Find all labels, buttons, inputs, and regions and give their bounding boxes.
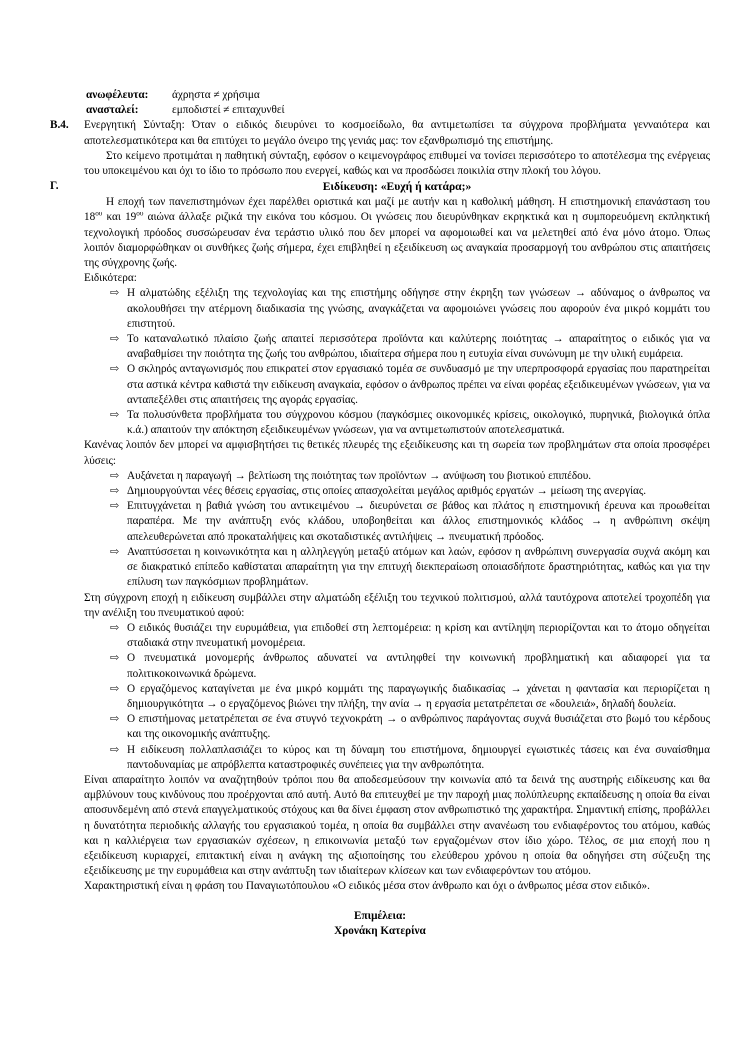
bullet-list-group-3 — [84, 621, 710, 773]
list-item-text: Αναπτύσσεται η κοινωνικότητα και η αλληλεγγύη μεταξύ ατόμων και λαών, εφόσον η ανθρώπινη συνεργασία συχνά ακόμη και σε διακρατικό επίπεδο καθίσταται απαραίτητη για την επιτυχή διεκπεραίωση οποιασδήποτε δραστηριότητας, καθώς και για την επίλυση των παγκόσμιων προβλημάτων. — [127, 545, 710, 589]
list-item-text: Η ειδίκευση πολλαπλασιάζει το κύρος και τη δύναμη του επιστήμονα, δημιουργεί εγωιστικές τάσεις και ένα συναίσθημα παντοδυναμίας με απρόβλεπτα καταστροφικές συνέπειες για την ανθρωπότητα. — [127, 743, 710, 771]
arrow-bullet-icon: ⇨ — [110, 469, 120, 482]
section-b4 — [50, 118, 710, 179]
section-gamma — [50, 179, 710, 894]
list-item-text: Ο ειδικός θυσιάζει την ευρυμάθεια, για επιδοθεί στη λεπτομέρεια: η κρίση και αντίληψη περιορίζονται και το άτομο οδηγείται σταδιακά στην πνευματική μονομέρεια. — [127, 621, 710, 650]
arrow-bullet-icon: ⇨ — [110, 682, 120, 695]
list-item — [110, 499, 710, 545]
list-item-text: Η αλματώδης εξέλιξη της τεχνολογίας και της επιστήμης οδήγησε στην έκρηξη των γνώσεων → αδύναμος ο άνθρωπος να ακολουθήσει την ατέρμονη διαδικασία της γνώσης, αναγκάζεται να αφομοιώνει γνώσεις που αφορούν ένα μικρό κομμάτι του επιστητού. — [127, 287, 710, 330]
list-item-text: Ο επιστήμονας μετατρέπεται σε ένα στυγνό τεχνοκράτη → ο ανθρώπινος παράγοντας συχνά θυσιάζεται στο βωμό του κέρδους και της οικονομικής ανάπτυξης. — [127, 713, 710, 741]
list-item — [110, 712, 710, 742]
list-item-text: Δημιουργούνται νέες θέσεις εργασίας, στις οποίες απασχολείται μεγάλος αριθμός εργατών → μείωση της ανεργίας. — [127, 485, 647, 498]
list-item — [110, 682, 710, 712]
section-gamma-body — [84, 179, 710, 894]
arrow-bullet-icon: ⇨ — [110, 485, 120, 498]
list-item — [110, 545, 710, 591]
section-gamma-intro: Η εποχή των πανεπιστημόνων έχει παρέλθει οριστικά και μαζί με αυτήν και η καθολική μάθηση. Η επιστημονική επανάσταση του $18^{o\upsilon}$ και $19^{o\upsilon}$ αιώνα άλλαξε ριζικά την εικόνα του κόσμου. Οι γνώσεις που διευρύνθηκαν εκρηκτικά και η συμπορευόμενη εκπληκτική τεχνολογική πρόοδος συσσώρευσαν ένα τεράστιο υλικό που δεν μπορεί να αφομοιωθεί και να μελετηθεί από ένα μόνο άτομο. Όπως λοιπόν διαμορφώθηκαν οι συνθήκες ζωής σήμερα, έχει επιβληθεί η εξειδίκευση ως αναγκαία προσαρμογή του ανθρώπου στις απαιτήσεις της σύγχρονης ζωής. — [84, 196, 710, 270]
list-item-text: Το καταναλωτικό πλαίσιο ζωής απαιτεί περισσότερα προϊόντα και καλύτερης ποιότητας → απαραίτητος ο ειδικός για να αναβαθμίσει την ποιότητα της ζωής του ανθρώπου, ιδιαίτερα σήμερα που η ευτυχία είναι συνώνυμη με την υλική ευμάρεια. — [127, 333, 710, 361]
bullet-list-group-1 — [84, 286, 710, 438]
list-item-text: Ο σκληρός ανταγωνισμός που επικρατεί στον εργασιακό τομέα σε συνδυασμό με την υπερπροσφορά εργασίας που παρατηρείται στα αστικά κέντρα καθιστά την ειδίκευση αναγκαία, εφόσον ο άνθρωπος πρέπει να είναι φορέας εξειδικευμένων γνώσεων, για να ανταπεξέλθει στις απαιτήσεις της αγοράς εργασίας. — [127, 363, 710, 406]
list-item-text: Επιτυγχάνεται η βαθιά γνώση του αντικειμένου → διευρύνεται σε βάθος και πλάτος η επιστημονική έρευνα και προωθείται παραπέρα. Με την ανάπτυξη ενός κλάδου, υποβοηθείται και άλλος επιστημονικός κλάδος → η ανθρώπινη σκέψη απελευθερώνεται από προκαταλήψεις και σκοταδιστικές αντιλήψεις → πνευματική πρόοδος. — [127, 500, 710, 543]
list-item — [110, 332, 710, 362]
section-b4-marker: B.4. — [50, 119, 69, 132]
document-content — [50, 88, 710, 940]
list-item-text: Αυξάνεται η παραγωγή → βελτίωση της ποιότητας των προϊόντων → ανύψωση του βιοτικού επιπέδου. — [127, 469, 592, 482]
vocabulary-gloss: εμποδιστεί ≠ επιταχυνθεί — [172, 104, 285, 117]
list-item — [110, 469, 710, 484]
arrow-bullet-icon: ⇨ — [110, 500, 120, 513]
vocabulary-term: ανωφέλευτα: — [86, 89, 149, 101]
section-gamma-bridge-2: Στη σύγχρονη εποχή η ειδίκευση συμβάλλει στην αλματώδη εξέλιξη του τεχνικού πολιτισμού, αλλά ταυτόχρονα αποτελεί τροχοπέδη για την ανέλιξη του πνευματικού αφού: — [84, 591, 710, 619]
section-gamma-more-label: Ειδικότερα: — [84, 272, 137, 285]
vocabulary-row — [86, 88, 710, 103]
list-item — [110, 743, 710, 773]
credit-block — [50, 909, 710, 940]
section-b4-body — [84, 118, 710, 179]
arrow-bullet-icon: ⇨ — [110, 409, 120, 422]
section-gamma-closing-2: Χαρακτηριστική είναι η φράση του Παναγιωτόπουλου «Ο ειδικός μέσα στον άνθρωπο και όχι ο άνθρωπος μέσα στον ειδικό». — [84, 880, 650, 893]
section-gamma-marker: Γ. — [50, 180, 59, 193]
list-item-text: Τα πολυσύνθετα προβλήματα του σύγχρονου κόσμου (παγκόσμιες οικονομικές κρίσεις, οικολογικό, πυρηνικά, βιολογικά όπλα κ.ά.) απαιτούν την απόκτηση εξειδικευμένων γνώσεων, για να αντιμετωπιστούν αποτελεσματικά. — [127, 409, 710, 437]
section-b4-paragraph-2: Στο κείμενο προτιμάται η παθητική σύνταξη, εφόσον ο κειμενογράφος επιθυμεί να τονίσει περισσότερο το αποτέλεσμα της ενέργειας του υποκειμένου και όχι το ίδιο το πρόσωπο που ενεργεί, καθώς και να προσδώσει ποικιλία στην πλοκή του λόγου. — [84, 149, 710, 178]
arrow-bullet-icon: ⇨ — [110, 621, 120, 634]
list-item — [110, 621, 710, 651]
arrow-bullet-icon: ⇨ — [110, 363, 120, 376]
section-gamma-closing-1: Είναι απαραίτητο λοιπόν να αναζητηθούν τρόποι που θα αποδεσμεύσουν την κοινωνία από τα δεινά της αυστηρής ειδίκευσης και θα αμβλύνουν τους κινδύνους που προέρχονται από αυτή. Αυτό θα επιτευχθεί με την παροχή μιας πολύπλευρης εκπαίδευσης η οποία θα είναι αποσυνδεμένη από στενά επαγγελματικούς στόχους και θα δίνει έμφαση στον ανθρωπιστικό της χαρακτήρα. Σημαντική επίσης, προβάλλει η δυνατότητα περιοδικής αλλαγής του εργασιακού τομέα, η οποία θα συμβάλλει στην ανανέωση του ενδιαφέροντος του ατόμου, καθώς και η καλλιέργεια των εργασιακών σχέσεων, η επικοινωνία μεταξύ των εργαζομένων στον ίδιο χώρο. Τέλος, σε μια εποχή που η εξειδίκευση κυριαρχεί, επιτακτική είναι η ανάγκη της αξιοποίησης του ελεύθερου χρόνου η οποία θα οδηγήσει στη σύζευξη της εξειδίκευσης με την ευρυμάθεια και στην ανάπτυξη των ιδιαίτερων κλίσεων και των ενδιαφερόντων του ατόμου. — [84, 773, 710, 878]
arrow-bullet-icon: ⇨ — [110, 652, 120, 665]
credit-label: Επιμέλεια: — [354, 909, 406, 922]
arrow-bullet-icon: ⇨ — [110, 333, 120, 346]
section-b4-paragraph-1: Ενεργητική Σύνταξη: Όταν ο ειδικός διευρύνει το κοσμοείδωλο, θα αντιμετωπίσει τα σύγχρονα προβλήματα γενναιότερα και αποτελεσματικότερα και θα επιτύχει το μεγάλο όνειρο της γενιάς μας: τον εξανθρωπισμό της επιστήμης. — [84, 119, 710, 147]
vocabulary-row — [86, 103, 710, 118]
list-item — [110, 408, 710, 438]
arrow-bullet-icon: ⇨ — [110, 713, 120, 726]
arrow-bullet-icon: ⇨ — [110, 743, 120, 756]
section-gamma-bridge-1: Κανένας λοιπόν δεν μπορεί να αμφισβητήσει τις θετικές πλευρές της εξειδίκευσης και τη σωρεία των προβλημάτων στα οποία προσφέρει λύσεις: — [84, 439, 710, 467]
vocabulary-term: ανασταλεί: — [86, 104, 139, 117]
credit-name: Χρονάκη Κατερίνα — [334, 925, 426, 938]
section-gamma-heading: Ειδίκευση: «Ευχή ή κατάρα;» — [322, 180, 472, 194]
list-item — [110, 362, 710, 408]
list-item — [110, 484, 710, 499]
arrow-bullet-icon: ⇨ — [110, 545, 120, 558]
bullet-list-group-2 — [84, 469, 710, 591]
list-item-text: Ο εργαζόμενος καταγίνεται με ένα μικρό κομμάτι της παραγωγικής διαδικασίας → χάνεται η φαντασία και περιορίζεται η δημιουργικότητα → ο εργαζόμενος βιώνει την πλήξη, την ανία → η εργασία μετατρέπεται σε «δουλειά», δηλαδή δουλεία. — [127, 682, 710, 710]
list-item — [110, 286, 710, 332]
vocabulary-gloss: άχρηστα ≠ χρήσιμα — [172, 89, 260, 101]
arrow-bullet-icon: ⇨ — [110, 287, 120, 300]
list-item-text: Ο πνευματικά μονομερής άνθρωπος αδυνατεί να αντιληφθεί την κοινωνική προβληματική και αδιαφορεί για τα πολιτικοκοινωνικά δρώμενα. — [127, 652, 710, 680]
list-item — [110, 651, 710, 681]
